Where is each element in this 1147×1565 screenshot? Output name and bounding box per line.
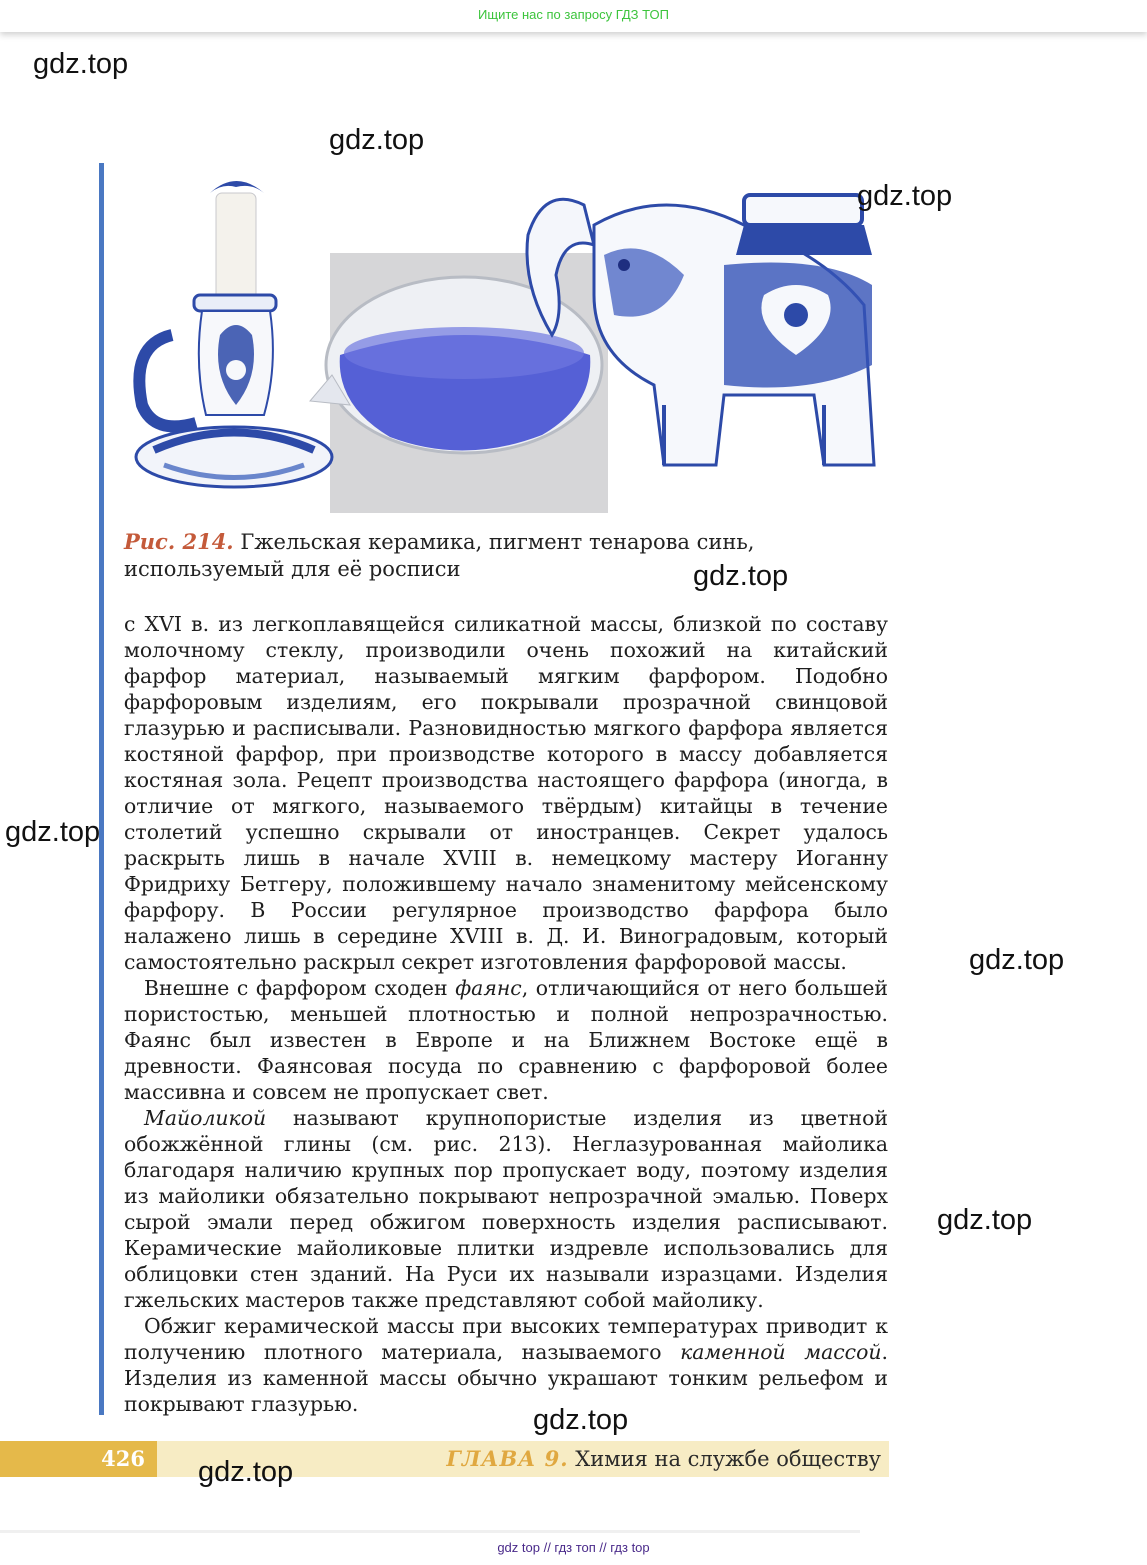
- paragraph-text: с XVI в. из легкоплавящейся силикатной массы, близкой по составу молочному стеклу, производили очень похожий на китайский фарфор материал, называемый мягким фарфором. Подобно фарфоровым изделиям, его покрывали прозрачной свинцовой глазурью и расписывали. Разновидностью мягкого фарфора является костяной фарфор, при производстве которого в массу добавляется костяная зола. Рецепт производства настоящего фарфора (иногда, в отличие от мягкого, называемого твёрдым) китайцы в течение столетий успешно скрывали от иностранцев. Секрет удалось раскрыть лишь в начале XVIII в. немецкому мастеру Иоганну Фридриху Бетгеру, положившему начало знаменитому мейсенскому фарфору. В России регулярное производство фарфора было налажено лишь в середине XVIII в. Д. И. Виноградовым, который самостоятельно раскрыл секрет изготовления фарфоровой массы.: [124, 612, 888, 974]
- term-italic: Майоликой: [144, 1106, 267, 1130]
- term-italic: фаянс: [455, 976, 522, 1000]
- watermark: gdz.top: [857, 180, 953, 212]
- paragraph-text: Внешне с фарфором сходен: [144, 976, 456, 1000]
- page-number: 426: [0, 1441, 157, 1477]
- paragraph: [124, 1105, 888, 1313]
- margin-rule: [99, 163, 104, 1415]
- watermark: gdz.top: [969, 944, 1065, 976]
- paragraph-text: , отличающийся от него большей пористостью, меньшей плотностью и полной непрозрачностью. Фаянс был известен в Европе и на Ближнем Востоке ещё в древности. Фаянсовая посуда по сравнению с фарфоровой более массивна и совсем не пропускает свет.: [124, 976, 889, 1104]
- chapter-label: ГЛАВА 9.: [446, 1446, 569, 1471]
- figure-illustration: [124, 165, 889, 515]
- chapter-heading: [446, 1441, 881, 1477]
- paragraph-text: . Изделия из каменной массы обычно украшают тонким рельефом и покрывают глазурью.: [124, 1340, 888, 1416]
- watermark: gdz.top: [329, 124, 425, 156]
- figure-label: Рис. 214.: [124, 529, 234, 554]
- paragraph: [124, 611, 888, 975]
- body-text: [124, 611, 888, 1417]
- paragraph-text: Обжиг керамической массы при высоких температурах приводит к получению плотного материала, называемого: [124, 1314, 888, 1364]
- top-banner[interactable]: Ищите нас по запросу ГДЗ ТОП: [0, 0, 1147, 32]
- figure-caption-text: Гжельская керамика, пигмент тенарова синь, используемый для её росписи: [124, 530, 755, 581]
- watermark: gdz.top: [533, 1404, 629, 1436]
- divider: [0, 1530, 860, 1533]
- paragraph: [124, 1313, 888, 1417]
- watermark: gdz.top: [937, 1204, 1033, 1236]
- page-footer: [0, 1441, 889, 1477]
- candlestick-icon: [136, 181, 332, 487]
- watermark: gdz.top: [693, 560, 789, 592]
- watermark: gdz.top: [198, 1456, 294, 1488]
- chapter-title: Химия на службе обществу: [575, 1447, 881, 1471]
- term-italic: каменной массой: [680, 1340, 882, 1364]
- paragraph-text: называют крупнопористые изделия из цветной обожжённой глины (см. рис. 213). Неглазурованная майолика благодаря наличию крупных пор пропускает воду, поэтому изделия из майолики обязательно покрывают непрозрачной эмалью. Поверх сырой эмали перед обжигом поверхность изделия расписывают. Керамические майоликовые плитки издревле использовались для облицовки стен зданий. На Руси их называли изразцами. Изделия гжельских мастеров также представляют собой майолику.: [124, 1106, 888, 1312]
- paragraph: [124, 975, 888, 1105]
- watermark: gdz.top: [33, 48, 129, 80]
- bottom-links[interactable]: gdz top // гдз топ // гдз top: [497, 1540, 650, 1555]
- watermark: gdz.top: [5, 816, 101, 848]
